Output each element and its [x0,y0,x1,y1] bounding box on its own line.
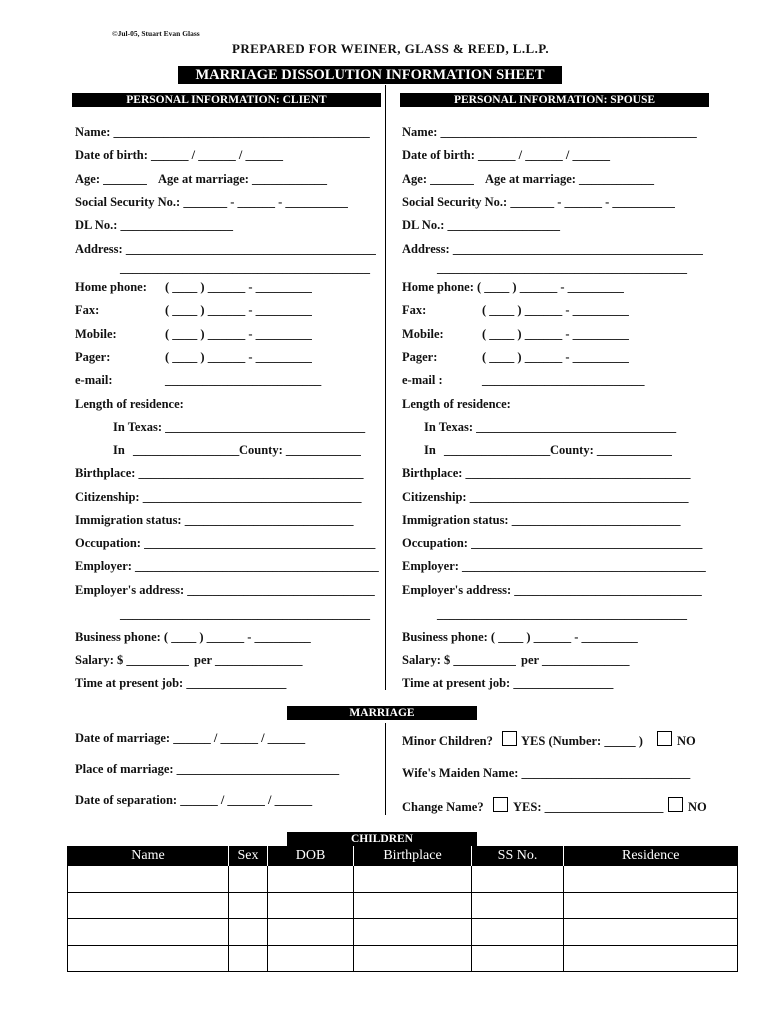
children-section-title: CHILDREN [287,832,477,846]
client-pager-field[interactable]: ( ____ ) ______ - _________ [165,350,312,364]
minor-children-no-label: NO [677,734,696,748]
child-dob-cell[interactable] [268,892,354,919]
children-table [67,846,738,972]
child-dob-cell[interactable] [268,866,354,893]
client-employer-address-field[interactable]: Employer's address: ______________________________ [75,583,375,597]
table-row [68,919,738,946]
minor-children-label: Minor Children? [402,734,493,748]
column-header-dob: DOB [268,846,354,866]
spouse-mobile-label: Mobile: [402,327,444,341]
spouse-employer-address-field[interactable]: Employer's address: ______________________________ [402,583,702,597]
spouse-county-field[interactable]: County: ____________ [550,443,672,457]
client-home-phone-label: Home phone: [75,280,147,294]
spouse-immigration-field[interactable]: Immigration status: ___________________________ [402,513,681,527]
change-name-no-checkbox[interactable] [668,797,683,812]
spouse-email-field[interactable]: __________________________ [482,373,645,387]
spouse-citizenship-field[interactable]: Citizenship: ___________________________________ [402,490,689,504]
wife-maiden-name-field[interactable]: Wife's Maiden Name: ___________________________ [402,766,691,780]
client-birthplace-field[interactable]: Birthplace: ____________________________________ [75,466,364,480]
client-dob-field[interactable]: Date of birth: ______ / ______ / ______ [75,148,283,162]
child-name-cell[interactable] [68,892,229,919]
child-birthplace-cell[interactable] [354,945,472,972]
spouse-employer-field[interactable]: Employer: _______________________________________ [402,559,706,573]
child-ssn-cell[interactable] [472,919,564,946]
child-birthplace-cell[interactable] [354,919,472,946]
change-name-yes-checkbox[interactable] [493,797,508,812]
spouse-in-label: In [424,443,436,457]
spouse-pager-field[interactable]: ( ____ ) ______ - _________ [482,350,629,364]
child-sex-cell[interactable] [229,919,268,946]
client-salary-per-field[interactable]: per ______________ [194,653,303,667]
child-name-cell[interactable] [68,919,229,946]
table-row [68,945,738,972]
child-ssn-cell[interactable] [472,945,564,972]
prepared-for-line: PREPARED FOR WEINER, GLASS & REED, L.L.P. [232,41,550,56]
column-header-ssn: SS No. [472,846,564,866]
client-address-field[interactable]: Address: ________________________________________ [75,242,376,256]
child-residence-cell[interactable] [564,919,738,946]
child-ssn-cell[interactable] [472,866,564,893]
child-sex-cell[interactable] [229,945,268,972]
client-salary-field[interactable]: Salary: $ __________ [75,653,189,667]
spouse-age-field[interactable]: Age: _______ [402,172,474,186]
child-birthplace-cell[interactable] [354,866,472,893]
client-business-phone-field[interactable]: Business phone: ( ____ ) ______ - _________ [75,630,311,644]
client-in-label: In [113,443,125,457]
spouse-section-title: PERSONAL INFORMATION: SPOUSE [400,93,709,107]
spouse-occupation-field[interactable]: Occupation: _____________________________________ [402,536,703,550]
column-header-name: Name [68,846,229,866]
client-citizenship-field[interactable]: Citizenship: ___________________________________ [75,490,362,504]
client-name-field[interactable]: Name: _________________________________________ [75,125,370,139]
child-birthplace-cell[interactable] [354,892,472,919]
change-name-no-label: NO [688,800,707,814]
client-length-residence-label: Length of residence: [75,397,184,411]
client-county-field[interactable]: County: ____________ [239,443,361,457]
spouse-home-phone-field[interactable]: Home phone: ( ____ ) ______ - _________ [402,280,624,294]
spouse-pager-label: Pager: [402,350,438,364]
marriage-section-title: MARRIAGE [287,706,477,720]
child-sex-cell[interactable] [229,866,268,893]
spouse-age-marriage-field[interactable]: Age at marriage: ____________ [485,172,655,186]
spouse-fax-field[interactable]: ( ____ ) ______ - _________ [482,303,629,317]
child-residence-cell[interactable] [564,945,738,972]
spouse-ssn-field[interactable]: Social Security No.: _______ - ______ - __________ [402,195,675,209]
marriage-divider [385,723,386,815]
client-mobile-field[interactable]: ( ____ ) ______ - _________ [165,327,312,341]
client-in-field[interactable]: _________________ [133,443,240,457]
children-table-header [68,846,738,866]
client-immigration-field[interactable]: Immigration status: ___________________________ [75,513,354,527]
client-occupation-field[interactable]: Occupation: _____________________________________ [75,536,376,550]
minor-children-yes-checkbox[interactable] [502,731,517,746]
column-header-residence: Residence [564,846,738,866]
form-title: MARRIAGE DISSOLUTION INFORMATION SHEET [178,66,562,84]
spouse-salary-per-field[interactable]: per ______________ [521,653,630,667]
table-row [68,866,738,893]
child-name-cell[interactable] [68,945,229,972]
client-employer-field[interactable]: Employer: _______________________________________ [75,559,379,573]
client-age-marriage-field[interactable]: Age at marriage: ____________ [158,172,328,186]
copyright-notice: ©Jul-05, Stuart Evan Glass [112,29,200,38]
spouse-address-line2[interactable]: ________________________________________ [437,261,687,275]
spouse-mobile-field[interactable]: ( ____ ) ______ - _________ [482,327,629,341]
marriage-place-field[interactable]: Place of marriage: __________________________ [75,762,340,776]
client-age-field[interactable]: Age: _______ [75,172,147,186]
child-ssn-cell[interactable] [472,892,564,919]
marriage-date-field[interactable]: Date of marriage: ______ / ______ / ______ [75,731,306,745]
spouse-address-field[interactable]: Address: ________________________________________ [402,242,703,256]
client-address-line2[interactable]: ________________________________________ [120,261,370,275]
spouse-length-residence-label: Length of residence: [402,397,511,411]
client-email-field[interactable]: _________________________ [165,373,322,387]
client-ssn-field[interactable]: Social Security No.: _______ - ______ - __________ [75,195,348,209]
child-sex-cell[interactable] [229,892,268,919]
table-row [68,892,738,919]
client-employer-address-line2[interactable]: ________________________________________ [120,607,370,621]
child-residence-cell[interactable] [564,892,738,919]
client-fax-label: Fax: [75,303,100,317]
separation-date-field[interactable]: Date of separation: ______ / ______ / ______ [75,793,313,807]
column-header-birthplace: Birthplace [354,846,472,866]
column-header-sex: Sex [229,846,268,866]
change-name-label: Change Name? [402,800,484,814]
client-time-job-field[interactable]: Time at present job: ________________ [75,676,287,690]
child-residence-cell[interactable] [564,866,738,893]
client-pager-label: Pager: [75,350,111,364]
minor-children-yes-number-field[interactable]: YES (Number: _____ ) [521,734,643,748]
client-in-texas-field[interactable]: In Texas: ________________________________ [113,420,366,434]
minor-children-no-checkbox[interactable] [657,731,672,746]
spouse-email-label: e-mail : [402,373,443,387]
client-fax-field[interactable]: ( ____ ) ______ - _________ [165,303,312,317]
child-dob-cell[interactable] [268,919,354,946]
change-name-yes-field[interactable]: YES: ___________________ [513,800,664,814]
client-dl-field[interactable]: DL No.: __________________ [75,218,233,232]
spouse-salary-field[interactable]: Salary: $ __________ [402,653,516,667]
spouse-in-texas-field[interactable]: In Texas: ________________________________ [424,420,677,434]
spouse-dl-field[interactable]: DL No.: __________________ [402,218,560,232]
spouse-time-job-field[interactable]: Time at present job: ________________ [402,676,614,690]
client-section-title: PERSONAL INFORMATION: CLIENT [72,93,381,107]
column-divider [385,85,386,690]
spouse-business-phone-field[interactable]: Business phone: ( ____ ) ______ - _________ [402,630,638,644]
client-email-label: e-mail: [75,373,113,387]
child-name-cell[interactable] [68,866,229,893]
spouse-employer-address-line2[interactable]: ________________________________________ [437,607,687,621]
child-dob-cell[interactable] [268,945,354,972]
client-mobile-label: Mobile: [75,327,117,341]
spouse-dob-field[interactable]: Date of birth: ______ / ______ / ______ [402,148,610,162]
client-home-phone-field[interactable]: ( ____ ) ______ - _________ [165,280,312,294]
spouse-fax-label: Fax: [402,303,427,317]
spouse-in-field[interactable]: _________________ [444,443,551,457]
spouse-birthplace-field[interactable]: Birthplace: ____________________________________ [402,466,691,480]
spouse-name-field[interactable]: Name: _________________________________________ [402,125,697,139]
